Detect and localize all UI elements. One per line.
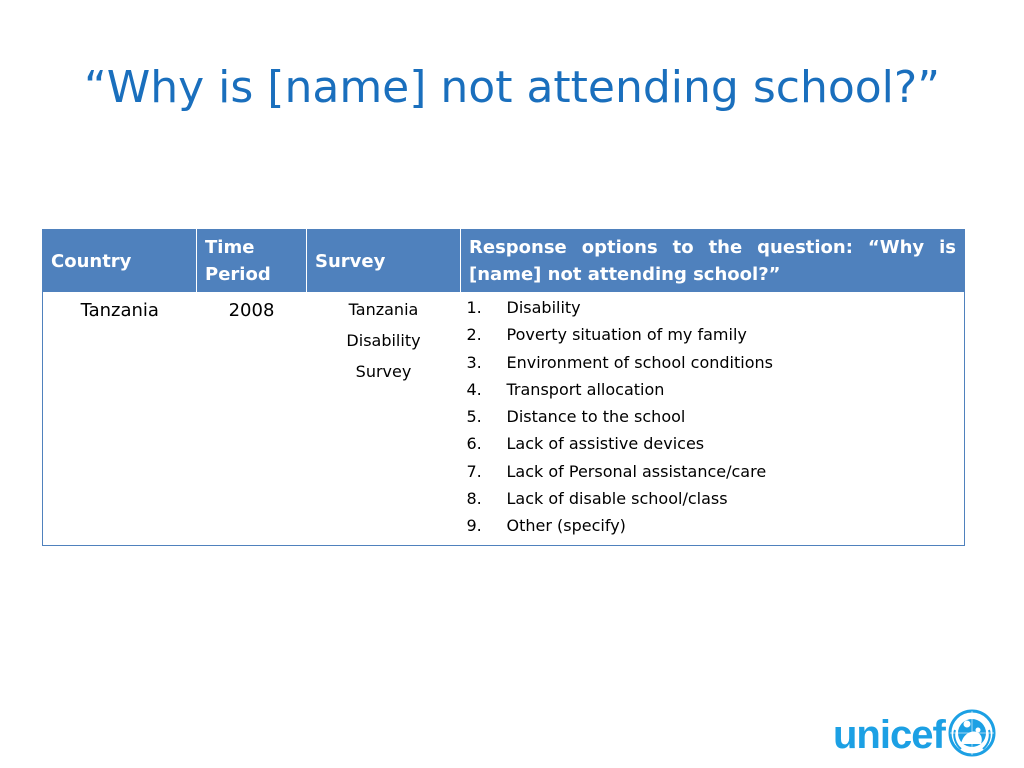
survey-line: Tanzania (348, 300, 419, 319)
cell-country: Tanzania (80, 300, 159, 321)
list-item-text: Disability (506, 298, 581, 317)
list-item-number: 2. (466, 325, 482, 345)
response-list (461, 292, 965, 540)
list-item-number: 7. (466, 461, 482, 481)
header-survey: Survey (307, 230, 461, 293)
table-row (43, 292, 965, 546)
list-item (467, 512, 965, 539)
list-item-text: Environment of school conditions (506, 352, 773, 372)
list-item-text: Lack of Personal assistance/care (506, 461, 767, 481)
list-item-text: Lack of disable school/class (506, 489, 728, 509)
survey-table (42, 229, 965, 546)
unicef-logo (833, 708, 997, 762)
unicef-emblem-icon (947, 708, 997, 762)
list-item-text: Other (specify) (506, 516, 626, 536)
list-item-text: Lack of assistive devices (506, 434, 705, 454)
list-item (467, 458, 965, 485)
cell-time-period: 2008 (228, 300, 275, 321)
cell-survey (307, 292, 461, 546)
list-item-text: Distance to the school (506, 407, 686, 427)
header-country: Country (43, 230, 197, 293)
list-item (467, 321, 965, 348)
cell-responses (461, 292, 965, 546)
list-item-number: 1. (466, 298, 482, 317)
list-item-number: 5. (466, 407, 482, 427)
list-item (467, 376, 965, 403)
list-item (467, 485, 965, 512)
survey-line: Survey (355, 362, 412, 381)
list-item-number: 4. (466, 379, 482, 399)
list-item-number: 9. (466, 516, 482, 536)
list-item-number: 8. (466, 489, 482, 509)
list-item (467, 403, 965, 430)
list-item (467, 349, 965, 376)
list-item-number: 6. (466, 434, 482, 454)
list-item-text: Poverty situation of my family (506, 325, 747, 345)
header-responses: Response options to the question: “Why is [name] not attending school?” (461, 230, 965, 293)
list-item (467, 294, 965, 321)
survey-line: Disability (346, 331, 421, 350)
list-item-number: 3. (466, 352, 482, 372)
table-header-row (43, 230, 965, 293)
list-item-text: Transport allocation (506, 379, 665, 399)
logo-text: unicef (833, 713, 945, 757)
page-title: “Why is [name] not attending school?” (83, 62, 941, 113)
header-time-period: Time Period (197, 230, 307, 293)
list-item (467, 430, 965, 457)
